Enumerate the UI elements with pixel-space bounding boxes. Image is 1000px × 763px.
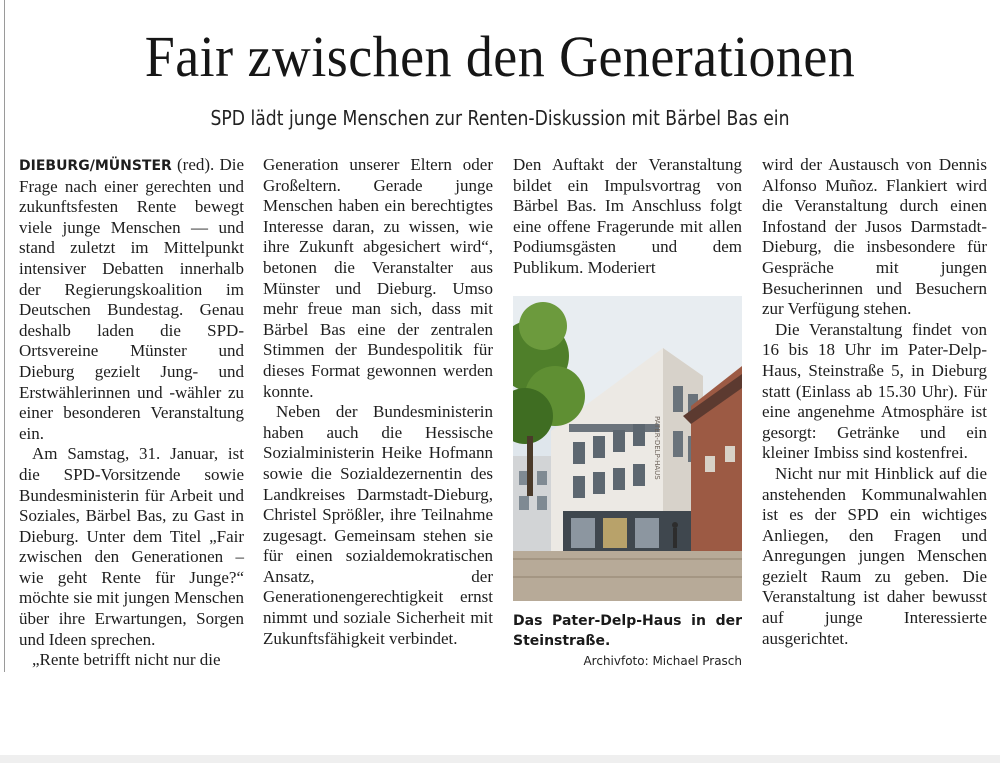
paragraph-text: (red). Die Frage nach einer gerechten und zukunftsfesten Rente bewegt viele junge Menschen — und stand zuletzt im Mittelpunkt intensiver Debatten innerhalb der Regierungskoalition im Deutschen Bundestag. Genau deshalb laden die SPD-Ortsvereine Münster und Dieburg gezielt Jung- und Erstwählerinnen und -wähler zu einer besonderen Veranstaltung ein.: [19, 155, 244, 443]
text-column-1: [19, 155, 244, 671]
text-column-3: [513, 155, 742, 279]
paragraph: „Rente betrifft nicht nur die: [32, 650, 221, 670]
paragraph: [19, 155, 244, 444]
caption-line: Steinstraße.: [513, 633, 611, 649]
headline: Fair zwischen den Generationen: [144, 24, 856, 89]
building-photo-illustration: [513, 296, 742, 601]
paragraph: Am Samstag, 31. Januar, ist die SPD-Vorsitzende sowie Bundesministerin für Arbeit und Soziales, Bärbel Bas, zu Gast in Dieburg. Unter dem Titel „Fair zwischen den Generationen – wie geht Rente für Junge?“ möchte sie mit jungen Menschen über ihre Erwartungen, Sorgen und Ideen sprechen.: [19, 444, 244, 649]
page-bottom-strip: [0, 755, 1000, 763]
paragraph: Den Auftakt der Veranstaltung bildet ein Impulsvortrag von Bärbel Bas. Im Anschluss folgt eine offene Fragerunde mit allen Podiumsgästen und dem Publikum. Moderiert: [513, 155, 742, 277]
subheadline: SPD lädt junge Menschen zur Renten-Diskussion mit Bärbel Bas ein: [210, 106, 790, 130]
paragraph: Nicht nur mit Hinblick auf die anstehenden Kommunalwahlen ist es der SPD ein wichtiges Anliegen, den Fragen und Anregungen jungen Menschen gezielt Raum zu geben. Die Veranstaltung ist daher bewusst auf junge Interessierte ausgerichtet.: [762, 463, 987, 648]
photo-credit: Archivfoto: Michael Prasch: [583, 654, 742, 668]
article-photo: [513, 296, 742, 601]
building-sign: PATER-DELP-HAUS: [653, 416, 661, 480]
paragraph: Generation unserer Eltern oder Großeltern. Gerade junge Menschen haben ein berechtigtes Interesse daran, zu wissen, wie ihre Zukunft abgesichert wird“, betonen die Veranstalter aus Münster und Dieburg. Umso mehr freue man sich, dass mit Bärbel Bas eine der zentralen Stimmen der Bundespolitik für dieses Format gewonnen werden konnte.: [263, 155, 493, 401]
dateline: DIEBURG/MÜNSTER: [19, 158, 172, 174]
paragraph: wird der Austausch von Dennis Alfonso Muñoz. Flankiert wird die Veranstaltung durch einen Infostand der Jusos Darmstadt-Dieburg, die insbesondere für Gespräche mit jungen Besucherinnen und Besuchern zur Verfügung stehen.: [762, 155, 987, 319]
text-column-2: [263, 155, 493, 649]
paragraph: Neben der Bundesministerin haben auch die Hessische Sozialministerin Heike Hofmann sowie die Sozialdezernentin des Landkreises Darmstadt-Dieburg, Christel Sprößler, ihre Teilnahme zugesagt. Gemeinsam stehen sie für einen sozialdemokratischen Ansatz, der Generationengerechtigkeit ernst nimmt und soziale Sicherheit mit Zukunftsfähigkeit verbindet.: [263, 402, 493, 648]
paragraph: Die Veranstaltung findet von 16 bis 18 Uhr im Pater-Delp-Haus, Steinstraße 5, in Dieburg statt (Einlass ab 15.30 Uhr). Für eine angenehme Atmosphäre ist gesorgt: Getränke und ein kleiner Imbiss sind kostenfrei.: [762, 319, 987, 463]
photo-caption: [513, 611, 742, 651]
caption-line: Das Pater-Delp-Haus in der: [513, 613, 742, 629]
text-column-4: [762, 155, 987, 649]
column-rule: [4, 0, 5, 672]
